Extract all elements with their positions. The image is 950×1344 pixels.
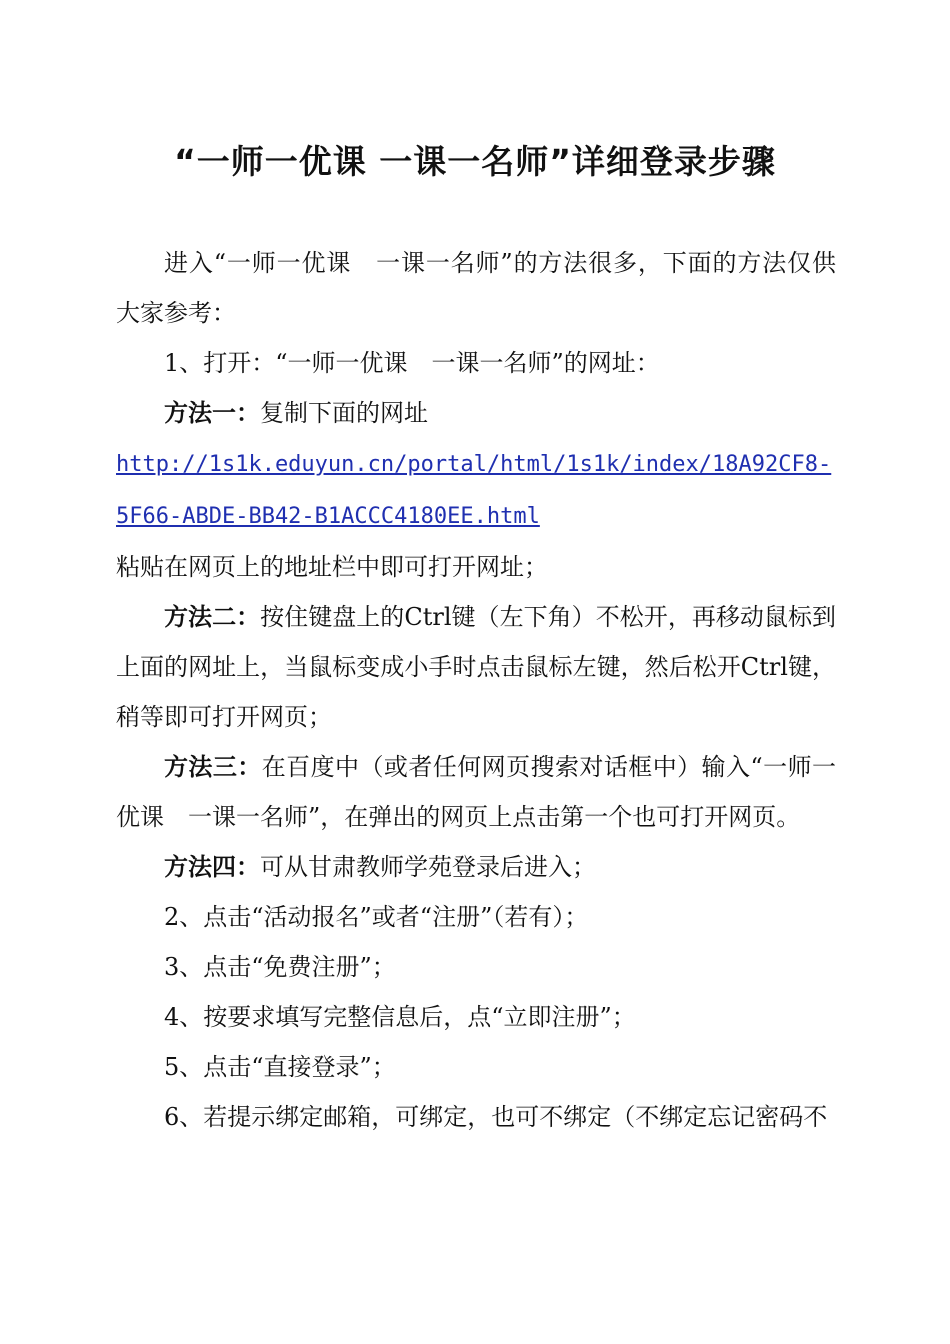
step-5: 5、点击“直接登录”； [164,1053,396,1081]
method-2-text: 按住键盘上的Ctrl键（左下角）不松开，再移动鼠标到上面的网址上，当鼠标变成小手时点击鼠标左键，然后松开Ctrl键，稍等即可打开网页； [116,603,837,731]
method-1-paragraph [116,388,836,438]
method-4-lead: 方法四： [164,852,260,881]
method-2-lead: 方法二： [164,602,261,631]
paste-paragraph: 粘贴在网页上的地址栏中即可打开网址； [116,553,548,581]
method-4-text: 可从甘肃教师学苑登录后进入； [260,853,596,881]
method-3-paragraph [116,742,836,842]
document-body [116,238,836,1142]
intro-paragraph: 进入“一师一优课 一课一名师”的方法很多，下面的方法仅供大家参考： [116,249,836,327]
method-1-lead: 方法一： [164,398,260,427]
method-4-paragraph [116,842,836,892]
step-2: 2、点击“活动报名”或者“注册”（若有）； [164,903,589,931]
step-3: 3、点击“免费注册”； [164,953,396,981]
method-1-text: 复制下面的网址 [260,399,428,427]
step-6: 6、若提示绑定邮箱，可绑定，也可不绑定（不绑定忘记密码不 [164,1103,828,1131]
method-3-lead: 方法三： [164,752,262,781]
page-title: “一师一优课 一课一名师”详细登录步骤 [174,142,776,181]
method-2-paragraph [116,592,836,742]
url-paragraph [116,438,836,542]
portal-url-link[interactable]: http://1s1k.eduyun.cn/portal/html/1s1k/index/18A92CF8-5F66-ABDE-BB42-B1ACCC4180EE.html [116,452,832,529]
step-1: 1、打开：“一师一优课 一课一名师”的网址： [164,349,660,377]
step-4: 4、按要求填写完整信息后，点“立即注册”； [164,1003,636,1031]
method-3-text: 在百度中（或者任何网页搜索对话框中）输入“一师一优课 一课一名师”，在弹出的网页上点击第一个也可打开网页。 [116,753,837,831]
